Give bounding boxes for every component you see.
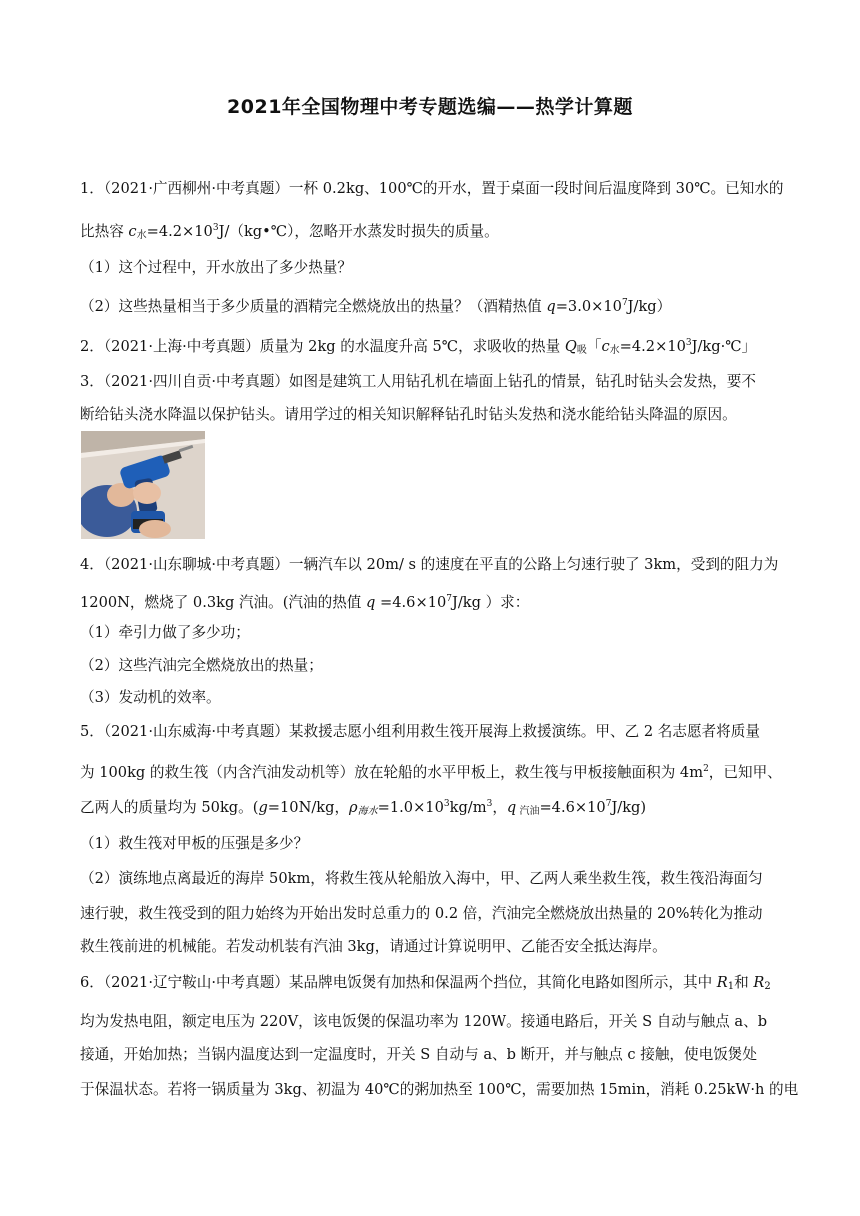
q3-line2: 断给钻头浇水降温以保护钻头。请用学过的相关知识解释钻孔时钻头发热和浇水能给钻头降温的原因。 bbox=[80, 406, 737, 423]
q1-line2: 比热容 $c_水=4.2\times 10^3J/(kg•℃)$，忽略开水蒸发时损失的质量。 bbox=[80, 223, 499, 241]
q6-line2: 均为发热电阻，额定电压为 220V，该电饭煲的保温功率为 120W。接通电路后，开关 S 自动与触点 a、b bbox=[80, 1013, 768, 1030]
q5-part2-line3: 救生筏前进的机械能。若发动机装有汽油 3kg，请通过计算说明甲、乙能否安全抵达海岸。 bbox=[80, 938, 667, 955]
q1-part1: （1）这个过程中，开水放出了多少热量？ bbox=[80, 259, 352, 276]
q1-part2: （2）这些热量相当于多少质量的酒精完全燃烧放出的热量？（酒精热值 $q=3.0\times 10^7J/kg$） bbox=[80, 298, 672, 315]
q4-part1: （1）牵引力做了多少功； bbox=[80, 624, 250, 641]
drill-illustration bbox=[81, 431, 205, 539]
q4-part2: （2）这些汽油完全燃烧放出的热量； bbox=[80, 657, 323, 674]
q5-part1: （1）救生筏对甲板的压强是多少？ bbox=[80, 835, 309, 852]
q6-line3: 接通，开始加热；当锅内温度达到一定温度时，开关 S 自动与 a、b 断开，并与触点 c 接触，使电饭煲处 bbox=[80, 1046, 757, 1063]
q6-line4: 于保温状态。若将一锅质量为 3kg、初温为 40℃的粥加热至 100℃，需要加热 15min，消耗 0.25kW·h 的电 bbox=[80, 1081, 799, 1098]
q5-line1: 5．（2021·山东威海·中考真题）某救援志愿小组利用救生筏开展海上救援演练。甲、乙 2 名志愿者将质量 bbox=[80, 723, 760, 740]
q4-line1: 4．（2021·山东聊城·中考真题）一辆汽车以 20m/ s 的速度在平直的公路上匀速行驶了 3km，受到的阻力为 bbox=[80, 556, 779, 573]
q6-line1: 6．（2021·辽宁鞍山·中考真题）某品牌电饭煲有加热和保温两个挡位，其简化电路如图所示，其中 $R_1$和 $R_2$ bbox=[80, 974, 771, 992]
q5-line3: 乙两人的质量均为 50kg。(g=10N/kg，$\rho_{海水}=1.0\times 10^3kg/m^3$，q $_{汽油}=4.6\times 10^7J/kg$) bbox=[80, 799, 647, 817]
q4-line2: 1200N，燃烧了 0.3kg 汽油。(汽油的热值 $q =4.6\times 10^7J/kg$ ）求： bbox=[80, 594, 530, 611]
q1-line1: 1．（2021·广西柳州·中考真题）一杯 0.2kg、100℃的开水，置于桌面一段时间后温度降到 30℃。已知水的 bbox=[80, 180, 784, 197]
q5-part2-line1: （2）演练地点离最近的海岸 50km，将救生筏从轮船放入海中，甲、乙两人乘坐救生筏，救生筏沿海面匀 bbox=[80, 870, 763, 887]
q2-line1: 2．（2021·上海·中考真题）质量为 2kg 的水温度升高 5℃，求吸收的热量 $Q_吸$「$c_水=4.2\times 10^3J/kg\cdot℃$」 bbox=[80, 338, 757, 356]
q5-part2-line2: 速行驶，救生筏受到的阻力始终为开始出发时总重力的 0.2 倍，汽油完全燃烧放出热量的 20%转化为推动 bbox=[80, 905, 763, 922]
q5-line2: 为 100kg 的救生筏（内含汽油发动机等）放在轮船的水平甲板上，救生筏与甲板接触面积为 $4m^2$，已知甲、 bbox=[80, 764, 782, 781]
q4-part3: （3）发动机的效率。 bbox=[80, 689, 221, 706]
drill-photo bbox=[81, 431, 205, 539]
q3-line1: 3．（2021·四川自贡·中考真题）如图是建筑工人用钻孔机在墙面上钻孔的情景，钻孔时钻头会发热，要不 bbox=[80, 373, 756, 390]
document-title: 2021年全国物理中考专题选编——热学计算题 bbox=[227, 96, 633, 118]
